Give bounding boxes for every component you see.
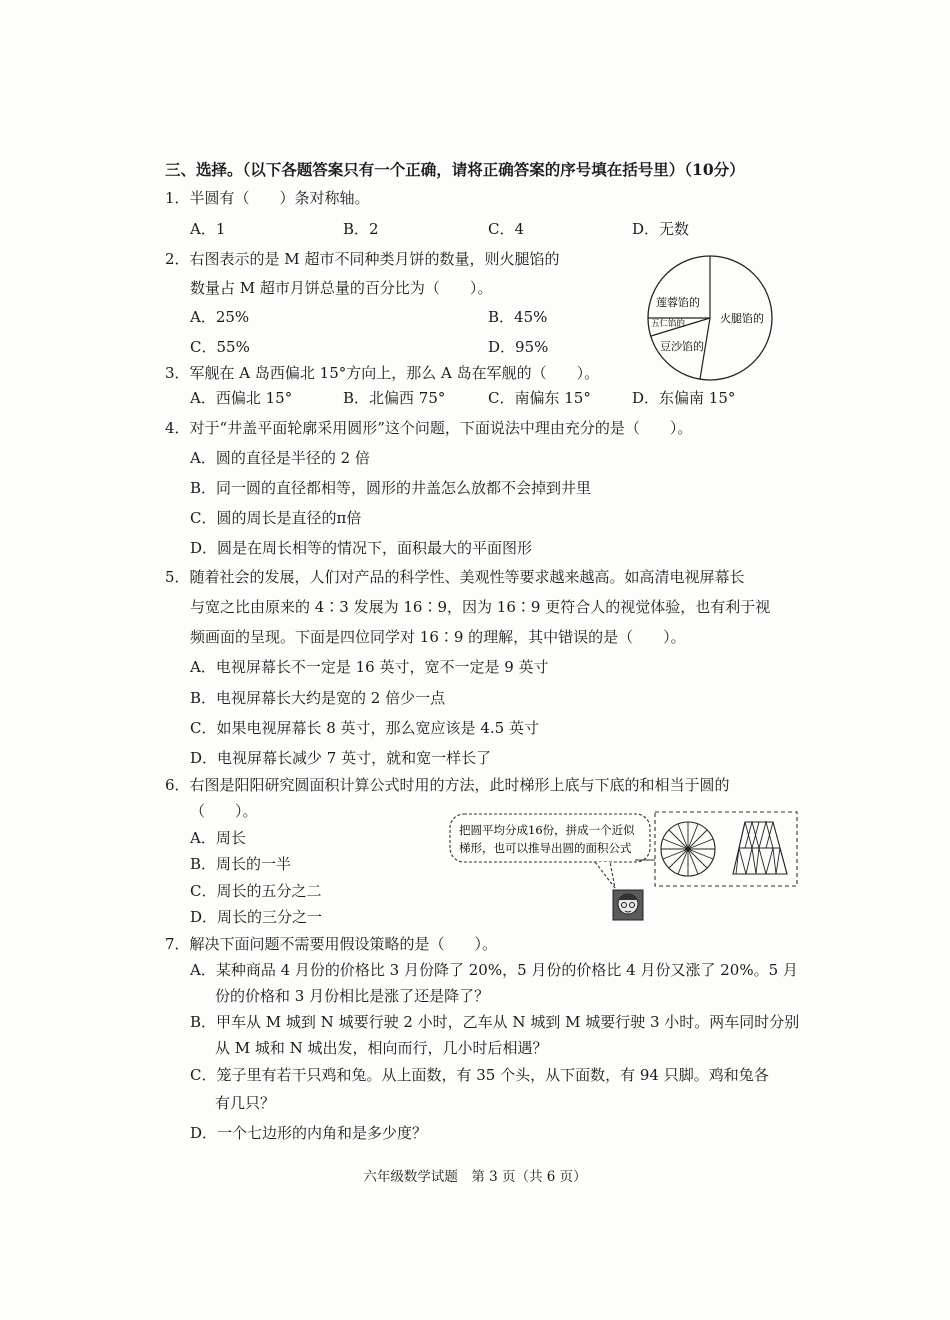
q5-stem-line3: 频画面的呈现。下面是四位同学对 16∶9 的理解，其中错误的是（ ）。: [190, 628, 686, 646]
q4-option-c: C．圆的周长是直径的π倍: [190, 509, 362, 527]
q6-option-b: B．周长的一半: [190, 855, 292, 873]
q2-pie-chart: [630, 250, 790, 385]
pie-label-lianrong: 莲蓉馅的: [656, 296, 700, 309]
q2-option-b: B．45%: [488, 308, 548, 326]
q4-option-a: A．圆的直径是半径的 2 倍: [190, 449, 370, 467]
q2-option-c: C．55%: [190, 338, 250, 356]
section-title: 三、选择。: [165, 160, 243, 179]
trapezoid-of-sectors: [733, 822, 787, 874]
section-instruction: （以下各题答案只有一个正确，请将正确答案的序号填在括号里）: [242, 160, 685, 179]
q7-option-b-line2: 从 M 城和 N 城出发，相向而行，几小时后相遇？: [215, 1039, 548, 1057]
q2-option-d: D．95%: [488, 338, 549, 356]
section-header: [165, 158, 745, 180]
q1-option-c: C．4: [488, 220, 525, 238]
page-footer: 六年级数学试题 第 3 页（共 6 页）: [363, 1169, 587, 1185]
q6-stem-line2: （ ）。: [190, 802, 258, 820]
bubble-text-line2: 梯形，也可以推导出圆的面积公式: [459, 841, 632, 855]
q1-option-d: D．无数: [632, 220, 690, 238]
student-avatar: [613, 890, 643, 920]
q2-stem-line2: 数量占 M 超市月饼总量的百分比为（ ）。: [190, 279, 493, 297]
q4-option-d: D．圆是在周长相等的情况下，面积最大的平面图形: [190, 539, 533, 557]
q3-option-c: C．南偏东 15°: [488, 389, 591, 407]
q4-option-b: B．同一圆的直径都相等，圆形的井盖怎么放都不会掉到井里: [190, 479, 592, 497]
bubble-text-line1: 把圆平均分成16份，拼成一个近似: [459, 823, 635, 837]
q1-option-a: A．1: [190, 220, 226, 238]
q5-stem-line1: 5．随着社会的发展，人们对产品的科学性、美观性等要求越来越高。如高清电视屏幕长: [165, 568, 745, 586]
q5-stem-line2: 与宽之比由原来的 4∶3 发展为 16∶9，因为 16∶9 更符合人的视觉体验，也有利于视: [190, 598, 771, 616]
q5-option-d: D．电视屏幕长减少 7 英寸，就和宽一样长了: [190, 749, 492, 767]
q6-option-d: D．周长的三分之一: [190, 908, 323, 926]
q3-stem: 3．军舰在 A 岛西偏北 15°方向上，那么 A 岛在军舰的（ ）。: [165, 364, 600, 382]
q6-figure: [445, 808, 805, 926]
q3-option-b: B．北偏西 75°: [343, 389, 446, 407]
q1-option-b: B．2: [343, 220, 379, 238]
q7-option-c-line1: C．笼子里有若干只鸡和兔。从上面数，有 35 个头，从下面数，有 94 只脚。鸡和兔各: [190, 1066, 769, 1084]
q7-option-c-line2: 有几只？: [215, 1094, 276, 1112]
q7-option-b-line1: B．甲车从 M 城到 N 城要行驶 2 小时，乙车从 N 城到 M 城要行驶 3 小时。两车同时分别: [190, 1013, 800, 1031]
q6-option-a: A．周长: [190, 829, 246, 847]
q5-option-a: A．电视屏幕长不一定是 16 英寸，宽不一定是 9 英寸: [190, 658, 549, 676]
pie-label-huotui: 火腿馅的: [720, 312, 764, 325]
q5-option-c: C．如果电视屏幕长 8 英寸，那么宽应该是 4.5 英寸: [190, 719, 539, 737]
q6-option-c: C．周长的五分之二: [190, 882, 322, 900]
circle-16-sectors: [661, 822, 715, 876]
q7-option-d: D．一个七边形的内角和是多少度？: [190, 1124, 428, 1142]
q7-option-a-line2: 份的价格和 3 月份相比是涨了还是降了？: [215, 987, 490, 1005]
q3-option-a: A．西偏北 15°: [190, 389, 293, 407]
q2-option-a: A．25%: [190, 308, 250, 326]
speech-bubble-tail: [595, 862, 615, 888]
q7-stem: 7．解决下面问题不需要用假设策略的是（ ）。: [165, 935, 498, 953]
q2-stem-line1: 2．右图表示的是 M 超市不同种类月饼的数量，则火腿馅的: [165, 250, 560, 268]
pie-label-dousha: 豆沙馅的: [660, 340, 704, 353]
q6-stem-line1: 6．右图是阳阳研究圆面积计算公式时用的方法，此时梯形上底与下底的和相当于圆的: [165, 776, 730, 794]
section-points: （10分）: [684, 160, 745, 179]
q5-option-b: B．电视屏幕长大约是宽的 2 倍少一点: [190, 689, 446, 707]
q3-option-d: D．东偏南 15°: [632, 389, 736, 407]
q1-stem: 1．半圆有（ ）条对称轴。: [165, 189, 370, 207]
q7-option-a-line1: A．某种商品 4 月份的价格比 3 月份降了 20%，5 月份的价格比 4 月份又涨了 20%。5 月: [190, 961, 798, 979]
q4-stem: 4．对于“井盖平面轮廓采用圆形”这个问题，下面说法中理由充分的是（ ）。: [165, 419, 693, 437]
pie-label-wuren: 五仁馅的: [650, 319, 686, 329]
